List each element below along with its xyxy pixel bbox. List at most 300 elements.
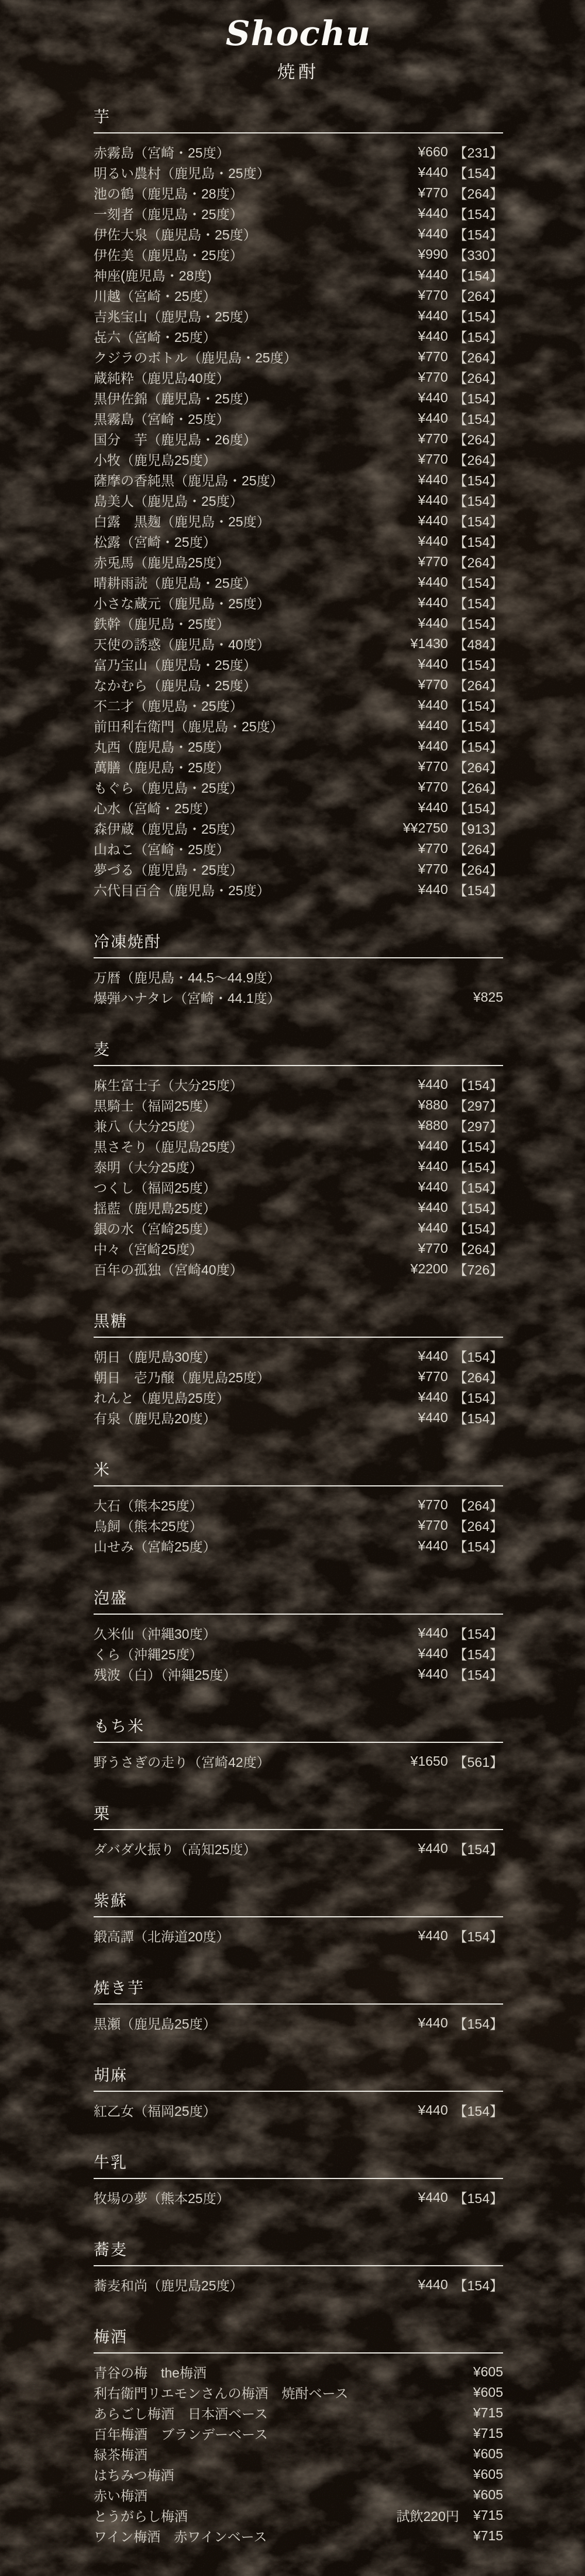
item-pricing: [411, 1752, 503, 1771]
item-pricing: [473, 2528, 503, 2544]
item-price: ¥770: [418, 841, 448, 856]
menu-item-row: [94, 224, 503, 244]
item-bracket-price: 【154】: [453, 494, 503, 509]
item-name: 中々（宮崎25度）: [94, 1242, 203, 1257]
item-name: 黒騎士（福岡25度）: [94, 1098, 216, 1114]
item-price: ¥715: [473, 2508, 503, 2523]
item-bracket-price: 【264】: [453, 862, 503, 878]
section-title: 焼き芋: [94, 1979, 503, 2005]
item-bracket-price: 【726】: [453, 1262, 503, 1277]
item-name: 山せみ（宮崎25度）: [94, 1539, 216, 1554]
item-name: 白露 黒麹（鹿児島・25度）: [94, 514, 270, 529]
item-pricing: [418, 470, 503, 489]
item-bracket-price: 【264】: [453, 842, 503, 857]
item-price: ¥440: [418, 513, 448, 528]
item-price: ¥770: [418, 451, 448, 467]
item-bracket-price: 【264】: [453, 453, 503, 468]
item-name: 紅乙女（福岡25度）: [94, 2104, 216, 2119]
item-price: ¥605: [473, 2487, 503, 2502]
item-bracket-price: 【154】: [453, 1539, 503, 1554]
item-name: 赤兎馬（鹿児島25度）: [94, 555, 230, 570]
item-pricing: [418, 1536, 503, 1556]
item-price: ¥770: [418, 677, 448, 692]
item-bracket-price: 【264】: [453, 555, 503, 570]
menu-section: [94, 1892, 503, 1946]
item-price: ¥715: [473, 2426, 503, 2441]
item-name: 夢づる（鹿児島・25度）: [94, 862, 243, 878]
item-bracket-price: 【264】: [453, 432, 503, 447]
menu-item-row: [94, 987, 503, 1008]
item-bracket-price: 【154】: [453, 535, 503, 550]
section-items: [94, 2100, 503, 2121]
menu-item-row: [94, 2403, 503, 2423]
item-name: 前田利右衛門（鹿児島・25度）: [94, 719, 284, 734]
item-bracket-price: 【264】: [453, 289, 503, 304]
item-pricing: [473, 2467, 503, 2482]
menu-item-row: [94, 572, 503, 592]
item-price: ¥440: [418, 267, 448, 282]
item-bracket-price: 【154】: [453, 2104, 503, 2119]
item-bracket-price: 【154】: [453, 698, 503, 714]
section-title: 蕎麦: [94, 2241, 503, 2266]
item-price: ¥440: [418, 1138, 448, 1153]
item-pricing: [418, 880, 503, 899]
menu-item-row: [94, 1643, 503, 1664]
menu-section: [94, 1979, 503, 2033]
item-bracket-price: 【154】: [453, 391, 503, 406]
item-price: ¥440: [418, 1646, 448, 1661]
item-price: ¥440: [418, 1389, 448, 1405]
section-title: もち米: [94, 1717, 503, 1743]
item-bracket-price: 【154】: [453, 739, 503, 755]
menu-item-row: [94, 859, 503, 879]
menu-sections: [94, 108, 503, 2546]
menu-item-row: [94, 2362, 503, 2382]
item-bracket-price: 【154】: [453, 1160, 503, 1175]
item-pricing: [418, 1075, 503, 1094]
item-bracket-price: 【154】: [453, 883, 503, 898]
item-price: ¥440: [418, 1625, 448, 1640]
item-bracket-price: 【264】: [453, 1370, 503, 1385]
menu-item-row: [94, 2526, 503, 2546]
item-name: 小牧（鹿児島25度）: [94, 453, 216, 468]
section-items: [94, 1926, 503, 1946]
menu-section: [94, 1804, 503, 1859]
item-price: ¥770: [418, 779, 448, 794]
item-price: ¥440: [418, 574, 448, 590]
item-price: ¥440: [418, 800, 448, 815]
menu-item-row: [94, 2187, 503, 2208]
menu-item-row: [94, 203, 503, 224]
item-name: 揺藍（鹿児島25度）: [94, 1201, 216, 1216]
item-pricing: [418, 614, 503, 633]
item-name: 黒さそり（鹿児島25度）: [94, 1139, 243, 1155]
item-pricing: [418, 347, 503, 366]
item-bracket-price: 【154】: [453, 1221, 503, 1236]
item-price: ¥440: [418, 328, 448, 344]
item-name: 森伊蔵（鹿児島・25度）: [94, 821, 243, 837]
item-bracket-price: 【154】: [453, 2191, 503, 2206]
menu-item-row: [94, 2100, 503, 2121]
menu-item-row: [94, 470, 503, 490]
menu-item-row: [94, 162, 503, 183]
item-name: あらごし梅酒 日本酒ベース: [94, 2406, 268, 2421]
item-pricing: [418, 1157, 503, 1176]
menu-section: [94, 2066, 503, 2121]
item-price: ¥770: [418, 1241, 448, 1256]
menu-item-row: [94, 490, 503, 511]
menu-section: [94, 1461, 503, 1556]
item-pricing: [418, 511, 503, 530]
item-price: ¥440: [418, 1077, 448, 1092]
menu-item-row: [94, 347, 503, 367]
item-bracket-price: 【561】: [453, 1755, 503, 1770]
item-price: ¥880: [418, 1097, 448, 1112]
item-price: ¥440: [418, 656, 448, 672]
item-price: ¥440: [418, 1159, 448, 1174]
item-pricing: [418, 429, 503, 448]
item-pricing: [418, 552, 503, 571]
section-title: 梅酒: [94, 2328, 503, 2354]
item-price: ¥440: [418, 1179, 448, 1194]
menu-item-row: [94, 1177, 503, 1197]
menu-section: [94, 1040, 503, 1279]
item-bracket-price: 【154】: [453, 719, 503, 734]
item-bracket-price: 【154】: [453, 1349, 503, 1365]
menu-section: [94, 108, 503, 900]
item-pricing: [396, 2506, 503, 2525]
item-price: ¥440: [418, 2277, 448, 2292]
item-pricing: [418, 1839, 503, 1858]
menu-item-row: [94, 777, 503, 797]
menu-item-row: [94, 736, 503, 756]
section-title: 栗: [94, 1804, 503, 1830]
menu-item-row: [94, 797, 503, 818]
item-name: 伊佐大泉（鹿児島・25度）: [94, 227, 257, 242]
menu-item-row: [94, 818, 503, 838]
item-price: ¥605: [473, 2385, 503, 2400]
item-price: ¥440: [418, 718, 448, 733]
item-name: 野うさぎの走り（宮崎42度）: [94, 1755, 270, 1770]
item-bracket-price: 【154】: [453, 412, 503, 427]
menu-item-row: [94, 408, 503, 429]
item-pricing: [418, 163, 503, 182]
item-name: はちみつ梅酒: [94, 2468, 174, 2483]
item-name: 薩摩の香純黒（鹿児島・25度）: [94, 473, 284, 488]
item-pricing: [473, 2426, 503, 2441]
item-price: ¥440: [418, 308, 448, 323]
item-pricing: [418, 2101, 503, 2120]
item-bracket-price: 【154】: [453, 801, 503, 816]
item-name: 松露（宮崎・25度）: [94, 535, 216, 550]
item-pricing: [418, 286, 503, 305]
item-bracket-price: 【154】: [453, 576, 503, 591]
section-items: [94, 1623, 503, 1684]
item-pricing: [473, 2487, 503, 2503]
menu-item-row: [94, 2013, 503, 2033]
item-price: ¥2200: [410, 1261, 448, 1276]
item-price: ¥605: [473, 2364, 503, 2379]
item-pricing: [418, 306, 503, 326]
item-bracket-price: 【154】: [453, 166, 503, 181]
section-items: [94, 1838, 503, 1859]
item-price: ¥440: [418, 1220, 448, 1235]
item-name: 有泉（鹿児島20度）: [94, 1411, 216, 1426]
item-bracket-price: 【264】: [453, 350, 503, 365]
item-name: 兼八（大分25度）: [94, 1119, 203, 1134]
item-name: 爆弾ハナタレ（宮崎・44.1度）: [94, 991, 281, 1006]
item-name: 明るい農村（鹿児島・25度）: [94, 166, 270, 181]
item-name: 泰明（大分25度）: [94, 1160, 203, 1175]
item-name: 赤い梅酒: [94, 2488, 147, 2503]
item-name: 麻生富士子（大分25度）: [94, 1078, 243, 1093]
menu-item-row: [94, 967, 503, 987]
item-price: ¥770: [418, 185, 448, 200]
item-name: 牧場の夢（熊本25度）: [94, 2191, 230, 2206]
item-name: 朝日（鹿児島30度）: [94, 1349, 216, 1365]
menu-item-row: [94, 838, 503, 859]
item-pricing: [418, 737, 503, 756]
item-bracket-price: 【154】: [453, 330, 503, 345]
item-name: 丸西（鹿児島・25度）: [94, 739, 230, 755]
item-pricing: [418, 1116, 503, 1135]
item-bracket-price: 【484】: [453, 637, 503, 652]
menu-item-row: [94, 879, 503, 900]
item-pricing: [418, 2013, 503, 2033]
menu-section: [94, 1717, 503, 1772]
item-pricing: [418, 573, 503, 592]
item-bracket-price: 【154】: [453, 1647, 503, 1662]
item-price: ¥440: [418, 697, 448, 712]
item-pricing: [418, 1347, 503, 1366]
item-pricing: [418, 368, 503, 387]
item-pricing: [418, 839, 503, 858]
item-price: ¥440: [418, 738, 448, 753]
item-bracket-price: 【154】: [453, 309, 503, 324]
section-title: 冷凍焼酎: [94, 933, 503, 958]
item-price: ¥770: [418, 287, 448, 303]
menu-item-row: [94, 695, 503, 715]
item-pricing: [418, 655, 503, 674]
item-bracket-price: 【154】: [453, 227, 503, 242]
item-pricing: [418, 716, 503, 735]
item-price: ¥440: [418, 1841, 448, 1856]
section-items: [94, 2362, 503, 2546]
item-bracket-price: 【154】: [453, 596, 503, 611]
item-bracket-price: 【264】: [453, 1498, 503, 1513]
item-pricing: [418, 1095, 503, 1115]
menu-item-row: [94, 449, 503, 470]
item-bracket-price: 【154】: [453, 2278, 503, 2293]
item-bracket-price: 【297】: [453, 1119, 503, 1134]
item-price: ¥440: [418, 2102, 448, 2118]
item-name: 大石（熊本25度）: [94, 1498, 203, 1513]
item-name: 㐂六（宮崎・25度）: [94, 330, 216, 345]
item-pricing: [418, 409, 503, 428]
item-bracket-price: 【154】: [453, 207, 503, 222]
item-name: ダバダ火振り（高知25度）: [94, 1842, 257, 1857]
item-pricing: [418, 388, 503, 407]
item-name: 国分 芋（鹿児島・26度）: [94, 432, 257, 447]
item-name: 富乃宝山（鹿児島・25度）: [94, 657, 257, 673]
item-bracket-price: 【154】: [453, 1929, 503, 1944]
item-pricing: [418, 1218, 503, 1238]
item-bracket-price: 【154】: [453, 657, 503, 673]
menu-item-row: [94, 2382, 503, 2403]
item-pricing: [473, 2405, 503, 2421]
section-title: 泡盛: [94, 1589, 503, 1615]
item-bracket-price: 【154】: [453, 1842, 503, 1857]
item-pricing: [418, 2275, 503, 2294]
menu-item-row: [94, 1407, 503, 1428]
item-pricing: [418, 1623, 503, 1643]
item-name: 蕎麦和尚（鹿児島25度）: [94, 2278, 243, 2293]
menu-item-row: [94, 531, 503, 551]
menu-item-row: [94, 142, 503, 162]
item-bracket-price: 【264】: [453, 1519, 503, 1534]
menu-item-row: [94, 1156, 503, 1177]
item-price: ¥440: [418, 1538, 448, 1553]
item-pricing: [418, 224, 503, 244]
section-title: 黒糖: [94, 1312, 503, 1338]
item-name: 伊佐美（鹿児島・25度）: [94, 248, 243, 263]
item-pricing: [418, 204, 503, 223]
menu-item-row: [94, 1346, 503, 1366]
menu-section: [94, 1589, 503, 1684]
item-pricing: [418, 1516, 503, 1535]
item-name: 鳥飼（熊本25度）: [94, 1519, 203, 1534]
section-items: [94, 1751, 503, 1772]
menu-item-row: [94, 633, 503, 654]
item-price: ¥825: [473, 989, 503, 1005]
section-items: [94, 2187, 503, 2208]
item-bracket-price: 【154】: [453, 2016, 503, 2032]
section-title: 牛乳: [94, 2153, 503, 2179]
item-name: 利右衛門リエモンさんの梅酒 焼酎ベース: [94, 2386, 349, 2401]
item-name: 鉄幹（鹿児島・25度）: [94, 616, 230, 632]
menu-page: [94, 0, 503, 2546]
item-bracket-price: 【154】: [453, 1411, 503, 1426]
item-pricing: [418, 1136, 503, 1156]
item-price: ¥440: [418, 615, 448, 631]
item-pricing: [418, 1644, 503, 1663]
item-price: ¥440: [418, 2015, 448, 2030]
item-pricing: [418, 450, 503, 469]
item-price: ¥¥2750: [402, 820, 448, 835]
menu-item-row: [94, 265, 503, 285]
menu-section: [94, 1312, 503, 1428]
item-pricing: [418, 757, 503, 776]
item-price: ¥440: [418, 1410, 448, 1425]
item-pricing: [418, 327, 503, 346]
menu-item-row: [94, 2274, 503, 2295]
item-name: 黒伊佐錦（鹿児島・25度）: [94, 391, 257, 406]
item-price: ¥440: [418, 533, 448, 549]
item-bracket-price: 【154】: [453, 1626, 503, 1642]
item-name: 心水（宮崎・25度）: [94, 801, 216, 816]
item-bracket-price: 【154】: [453, 1201, 503, 1216]
item-pricing: [418, 532, 503, 551]
item-pricing: [418, 2188, 503, 2207]
menu-item-row: [94, 1495, 503, 1515]
item-bracket-price: 【264】: [453, 760, 503, 775]
item-price: ¥440: [418, 595, 448, 610]
item-name: 不二才（鹿児島・25度）: [94, 698, 243, 714]
menu-item-row: [94, 183, 503, 203]
menu-item-row: [94, 2423, 503, 2444]
menu-section: [94, 933, 503, 1008]
item-price: ¥715: [473, 2528, 503, 2543]
item-pricing: [418, 1495, 503, 1515]
item-pricing: [411, 634, 503, 653]
item-pricing: [418, 696, 503, 715]
item-price: ¥770: [418, 1369, 448, 1384]
item-name: 黒霧島（宮崎・25度）: [94, 412, 230, 427]
item-name: 一刻者（鹿児島・25度）: [94, 207, 243, 222]
item-name: 残波（白）（沖縄25度）: [94, 1667, 237, 1683]
item-price: ¥1650: [410, 1753, 448, 1769]
menu-item-row: [94, 326, 503, 347]
item-price: ¥770: [418, 554, 448, 569]
menu-item-row: [94, 1259, 503, 1279]
item-price: ¥440: [418, 1200, 448, 1215]
item-price: ¥770: [418, 1517, 448, 1533]
item-bracket-price: 【264】: [453, 678, 503, 693]
item-name: 久米仙（沖縄30度）: [94, 1626, 216, 1642]
item-name: 黒瀬（鹿児島25度）: [94, 2016, 216, 2032]
item-pricing: [473, 989, 503, 1005]
item-note: 試飲220円: [396, 2509, 459, 2524]
item-name: 吉兆宝山（鹿児島・25度）: [94, 309, 257, 324]
item-bracket-price: 【154】: [453, 1667, 503, 1683]
item-name: とうがらし梅酒: [94, 2509, 188, 2524]
menu-item-row: [94, 388, 503, 408]
menu-item-row: [94, 367, 503, 388]
menu-item-row: [94, 1664, 503, 1684]
menu-item-row: [94, 1366, 503, 1387]
item-name: 万暦（鹿児島・44.5～44.9度）: [94, 970, 281, 985]
item-price: ¥770: [418, 759, 448, 774]
item-price: ¥605: [473, 2467, 503, 2482]
item-price: ¥440: [418, 1348, 448, 1364]
item-price: ¥770: [418, 861, 448, 876]
item-price: ¥440: [418, 390, 448, 405]
section-items: [94, 2274, 503, 2295]
menu-item-row: [94, 674, 503, 695]
item-pricing: [418, 675, 503, 694]
menu-item-row: [94, 1238, 503, 1259]
item-bracket-price: 【154】: [453, 1180, 503, 1195]
item-price: ¥660: [418, 144, 448, 159]
item-price: ¥440: [418, 226, 448, 241]
item-pricing: [418, 142, 503, 162]
item-name: 天使の誘惑（鹿児島・40度）: [94, 637, 270, 652]
menu-item-row: [94, 1536, 503, 1556]
item-price: ¥440: [418, 410, 448, 426]
item-pricing: [473, 2364, 503, 2380]
item-name: 蔵純粋（鹿児島40度）: [94, 371, 230, 386]
item-name: 六代目百合（鹿児島・25度）: [94, 883, 270, 898]
item-price: ¥440: [418, 2190, 448, 2205]
item-name: 緑茶梅酒: [94, 2447, 147, 2462]
item-price: ¥770: [418, 369, 448, 385]
section-items: [94, 142, 503, 900]
item-name: 百年の孤独（宮崎40度）: [94, 1262, 243, 1277]
item-pricing: [418, 777, 503, 797]
item-price: ¥990: [418, 246, 448, 262]
item-name: ワイン梅酒 赤ワインベース: [94, 2529, 267, 2544]
item-name: 鍛高譚（北海道20度）: [94, 1929, 230, 1944]
